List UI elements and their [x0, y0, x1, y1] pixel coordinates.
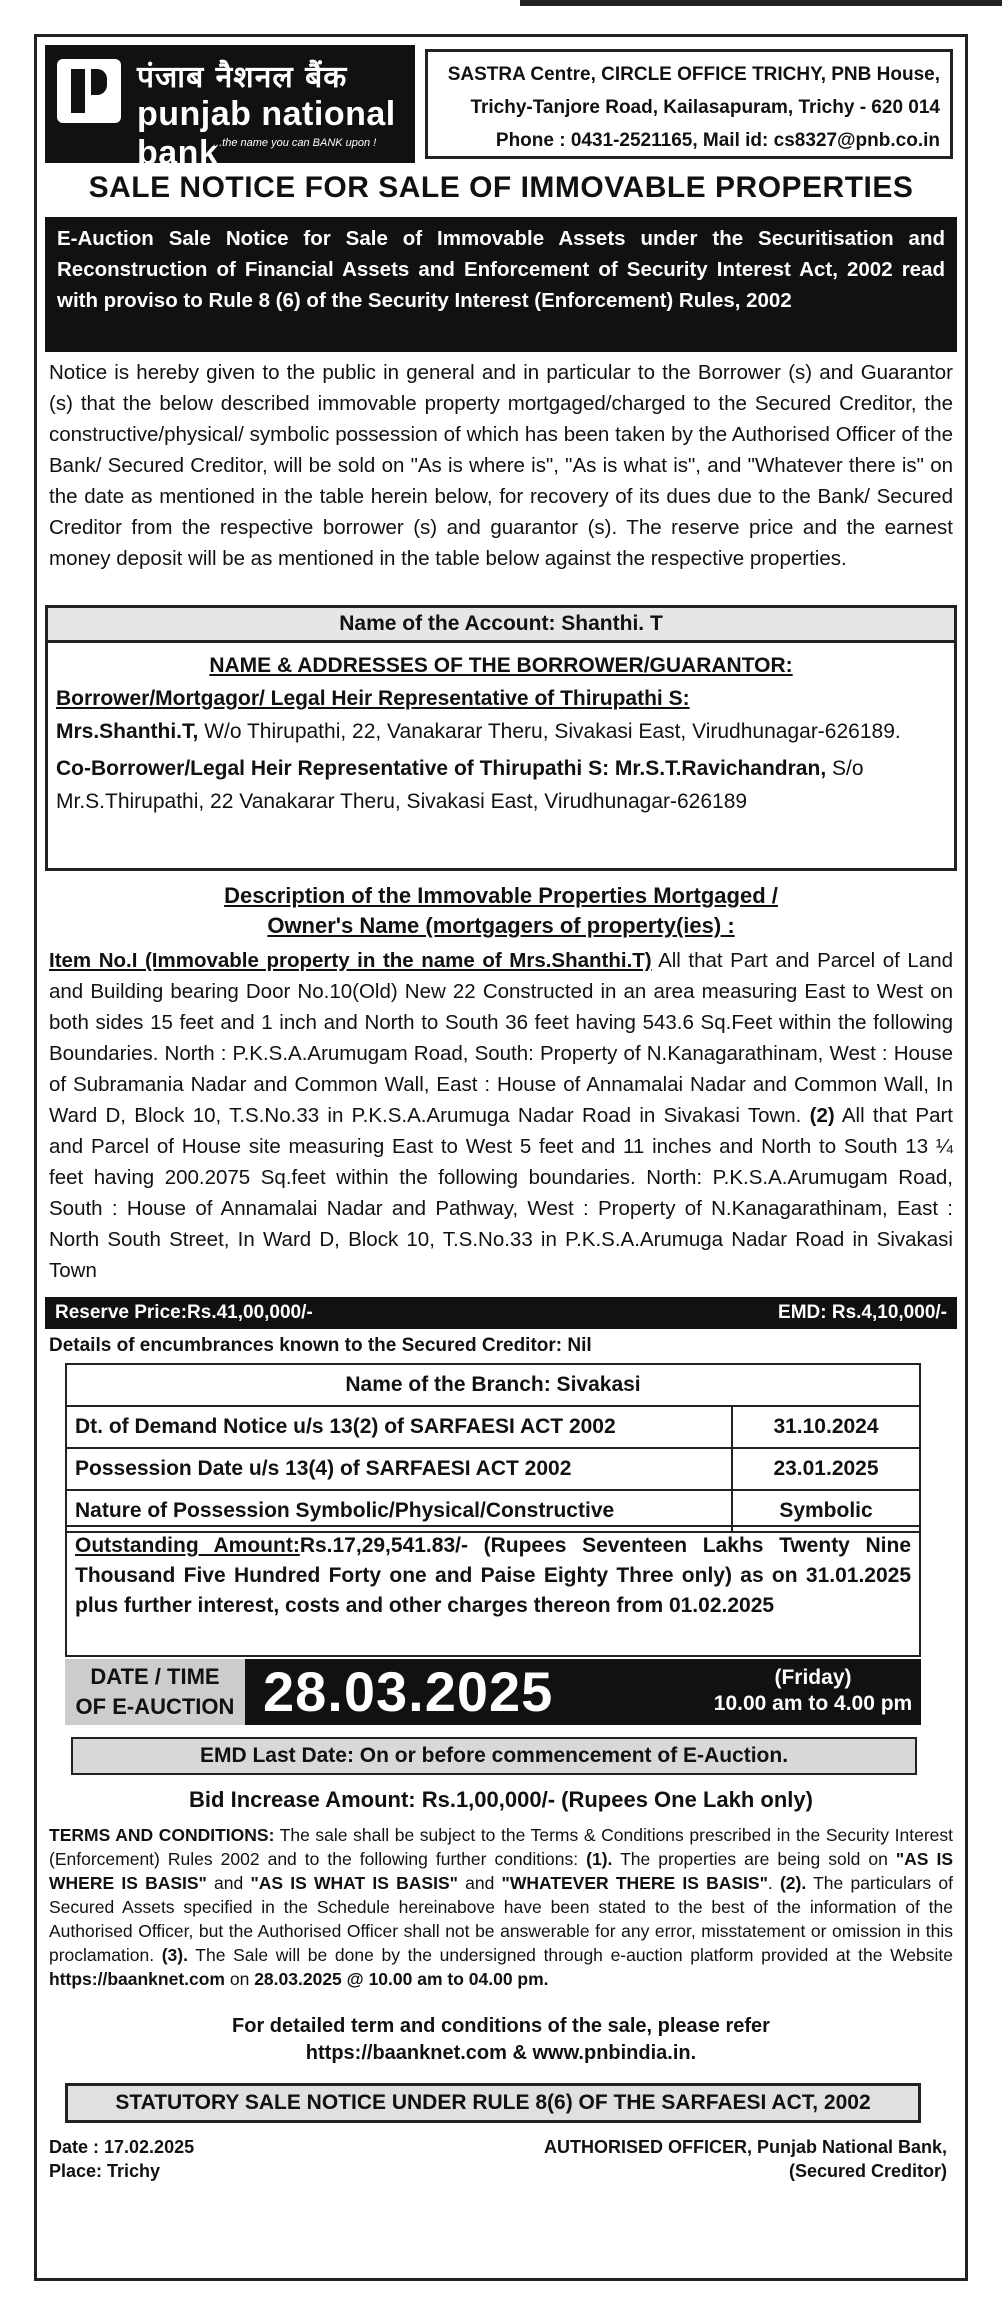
footer-place: Place: Trichy	[49, 2161, 161, 2181]
auction-day-time	[705, 1665, 921, 1717]
bank-logo-block	[45, 45, 415, 172]
emd-amount: EMD: Rs.4,10,000/-	[778, 1302, 947, 1323]
table-row	[66, 1406, 920, 1448]
terms-text: and	[457, 1873, 502, 1893]
terms-link: https://baanknet.com	[49, 1969, 225, 1989]
notice-frame	[34, 34, 968, 2281]
auction-time: 10.00 am to 4.00 pm	[713, 1692, 913, 1715]
terms-text: The sale shall be subject to the Terms & Conditions prescribed in the Security Interest (Enforcement) Rules 2002 and to the following further conditions:	[49, 1825, 953, 1869]
contact-line: Phone : 0431-2521165, Mail id: cs8327@pnb.co.in	[495, 130, 940, 151]
header	[45, 45, 957, 172]
detailed-links: https://baanknet.com & www.pnbindia.in.	[305, 2042, 697, 2064]
terms-bold: "AS IS WHERE IS BASIS"	[49, 1849, 954, 1893]
terms-label: TERMS AND CONDITIONS:	[49, 1825, 275, 1845]
terms-num: (3).	[161, 1945, 188, 1965]
terms-text: .	[767, 1873, 780, 1893]
auction-date: 28.03.2025	[263, 1660, 554, 1723]
borrower-name: Mrs.Shanthi.T,	[56, 720, 199, 743]
statutory-notice: STATUTORY SALE NOTICE UNDER RULE 8(6) OF THE SARFAESI ACT, 2002	[65, 2083, 921, 2123]
terms-bold: 28.03.2025 @ 10.00 am to 04.00 pm.	[254, 1969, 549, 1989]
terms-num: (1).	[586, 1849, 613, 1869]
emd-last-date: EMD Last Date: On or before commencement of E-Auction.	[71, 1737, 917, 1775]
encumbrances: Details of encumbrances known to the Secured Creditor: Nil	[49, 1335, 592, 1356]
bank-name: punjab national bank	[137, 95, 396, 172]
bank-hindi-name: पंजाब नैशनल बैंक	[137, 60, 348, 95]
coborrower-label: Co-Borrower/Legal Heir Representative of Thirupathi S: Mr.S.T.Ravichandran,	[56, 757, 827, 780]
auction-label-line: OF E-AUCTION	[75, 1694, 235, 1719]
footer-officer	[544, 2135, 947, 2183]
terms-text: The properties are being sold on	[612, 1849, 896, 1869]
reserve-price-bar	[45, 1297, 957, 1329]
auction-date-bar	[65, 1659, 921, 1725]
account-name: Name of the Account: Shanthi. T	[45, 605, 957, 643]
borrower-label: Borrower/Mortgagor/ Legal Heir Representative of Thirupathi S:	[56, 687, 690, 710]
detailed-line: For detailed term and conditions of the sale, please refer	[232, 2015, 770, 2037]
officer-role: (Secured Creditor)	[788, 2161, 947, 2181]
coborrower-address: S/o Mr.S.Thirupathi, 22 Vanakarar Theru, Sivakasi East, Virudhunagar-626189	[56, 757, 864, 813]
terms-text: and	[206, 1873, 251, 1893]
address-line: Trichy-Tanjore Road, Kailasapuram, Trichy - 620 014	[470, 97, 940, 118]
item-number: (2)	[809, 1104, 835, 1127]
terms-bold: "WHATEVER THERE IS BASIS"	[501, 1873, 768, 1893]
pnb-logo-icon	[57, 59, 121, 123]
reserve-price: Reserve Price:Rs.41,00,000/-	[55, 1302, 313, 1323]
office-address	[425, 49, 953, 159]
row-label: Dt. of Demand Notice u/s 13(2) of SARFAESI ACT 2002	[66, 1406, 732, 1448]
heading-line: Owner's Name (mortgagers of property(ies) :	[267, 913, 735, 938]
notice-paragraph: Notice is hereby given to the public in general and in particular to the Borrower (s) and Guarantor (s) that the below described immovable property mortgaged/charged to the Secured Creditor, the constructive/physical/ symbolic possession of which has been taken by the Authorised Officer of the Bank/ Secured Creditor, will be sold on "As is where is", "As is what is", and "Whatever there is" on the date as mentioned in the table herein below, for recovery of its dues due to the Bank/ Secured Creditor from the respective borrower (s) and guarantor (s). The reserve price and the earnest money deposit will be as mentioned in the table below against the respective properties.	[49, 361, 953, 570]
auction-details-table	[65, 1363, 921, 1533]
item-text: All that Part and Parcel of Land and Building bearing Door No.10(Old) New 22 Constructed in an area measuring East to West on both sides 15 feet and 1 inch and North to South 36 feet having 543.6 Sq.Feet within the following Boundaries. North : P.K.S.A.Arumugam Road, South: Property of N.Kanagarathinam, West : House of Subramania Nadar and Common Wall, East : House of Annamalai Nadar and Common Wall, In Ward D, Block 10, T.S.No.33 in P.K.S.A.Arumuga Nadar Road in Sivakasi Town.	[49, 949, 953, 1127]
outstanding-label: Outstanding Amount:	[75, 1534, 300, 1557]
officer-title: AUTHORISED OFFICER, Punjab National Bank,	[543, 2137, 947, 2157]
address-line: SASTRA Centre, CIRCLE OFFICE TRICHY, PNB House,	[447, 64, 940, 85]
row-label: Nature of Possession Symbolic/Physical/Constructive	[66, 1490, 732, 1532]
auction-label	[65, 1659, 245, 1725]
auction-day: (Friday)	[774, 1666, 852, 1689]
detailed-terms	[45, 2013, 957, 2067]
notice-title: SALE NOTICE FOR SALE OF IMMOVABLE PROPERTIES	[88, 171, 914, 204]
terms-and-conditions	[49, 1823, 953, 1991]
row-value: 23.01.2025	[732, 1448, 920, 1490]
item-label: Item No.I (Immovable property in the name of Mrs.Shanthi.T)	[49, 949, 652, 972]
property-description	[49, 945, 953, 1286]
bid-increase: Bid Increase Amount: Rs.1,00,000/- (Rupees One Lakh only)	[189, 1787, 813, 1812]
terms-bold: "AS IS WHAT IS BASIS"	[250, 1873, 458, 1893]
table-row	[66, 1364, 920, 1406]
footer-date-place	[49, 2135, 194, 2183]
table-row	[66, 1448, 920, 1490]
item-text: All that Part and Parcel of House site measuring East to West 5 feet and 11 inches and North to South 13 ¼ feet having 200.2075 Sq.feet within the following boundaries. North: P.K.S.A.Arumugam Road, South : House of Annamalai Nadar and Pathway, West : Property of N.Kanagarathinam, East : North South Street, In Ward D, Block 10, T.S.No.33 in P.K.S.A.Arumuga Nadar Road in Sivakasi Town	[49, 1104, 954, 1282]
heading-line: Description of the Immovable Properties Mortgaged /	[224, 883, 778, 908]
borrower-details	[56, 715, 946, 748]
borrower-section	[45, 643, 957, 871]
property-description-heading	[45, 881, 957, 941]
terms-text: The Sale will be done by the undersigned through e-auction platform provided at the Website	[187, 1945, 954, 1965]
bank-tagline: ...the name you can BANK upon !	[213, 137, 377, 149]
borrower-heading: NAME & ADDRESSES OF THE BORROWER/GUARANTOR:	[209, 654, 793, 677]
terms-text: The particulars of Secured Assets specified in the Schedule hereinabove have been stated to the best of the information of the Authorised Officer, but the Authorised Officer shall not be answerable for any error, misstatement or omission in this proclamation.	[49, 1873, 953, 1965]
terms-text: on	[225, 1969, 255, 1989]
footer-date: Date : 17.02.2025	[49, 2137, 195, 2157]
outstanding-text: Rs.17,29,541.83/- (Rupees Seventeen Lakhs Twenty Nine Thousand Five Hundred Forty one and Paise Eighty Three only) as on 31.01.2025 plus further interest, costs and other charges thereon from 01.02.2025	[75, 1534, 912, 1617]
row-value: 31.10.2024	[732, 1406, 920, 1448]
branch-name: Name of the Branch: Sivakasi	[66, 1364, 920, 1406]
borrower-address: W/o Thirupathi, 22, Vanakarar Theru, Sivakasi East, Virudhunagar-626189.	[198, 720, 901, 743]
eauction-banner: E-Auction Sale Notice for Sale of Immovable Assets under the Securitisation and Reconstruction of Financial Assets and Enforcement of Security Interest Act, 2002 read with proviso to Rule 8 (6) of the Security Interest (Enforcement) Rules, 2002	[45, 217, 957, 352]
terms-num: (2).	[779, 1873, 807, 1893]
coborrower-details	[56, 752, 946, 818]
auction-label-line: DATE / TIME	[90, 1664, 220, 1689]
top-rule	[520, 0, 1002, 6]
outstanding-amount	[65, 1525, 921, 1657]
row-label: Possession Date u/s 13(4) of SARFAESI ACT 2002	[66, 1448, 732, 1490]
row-value: Symbolic	[732, 1490, 920, 1532]
